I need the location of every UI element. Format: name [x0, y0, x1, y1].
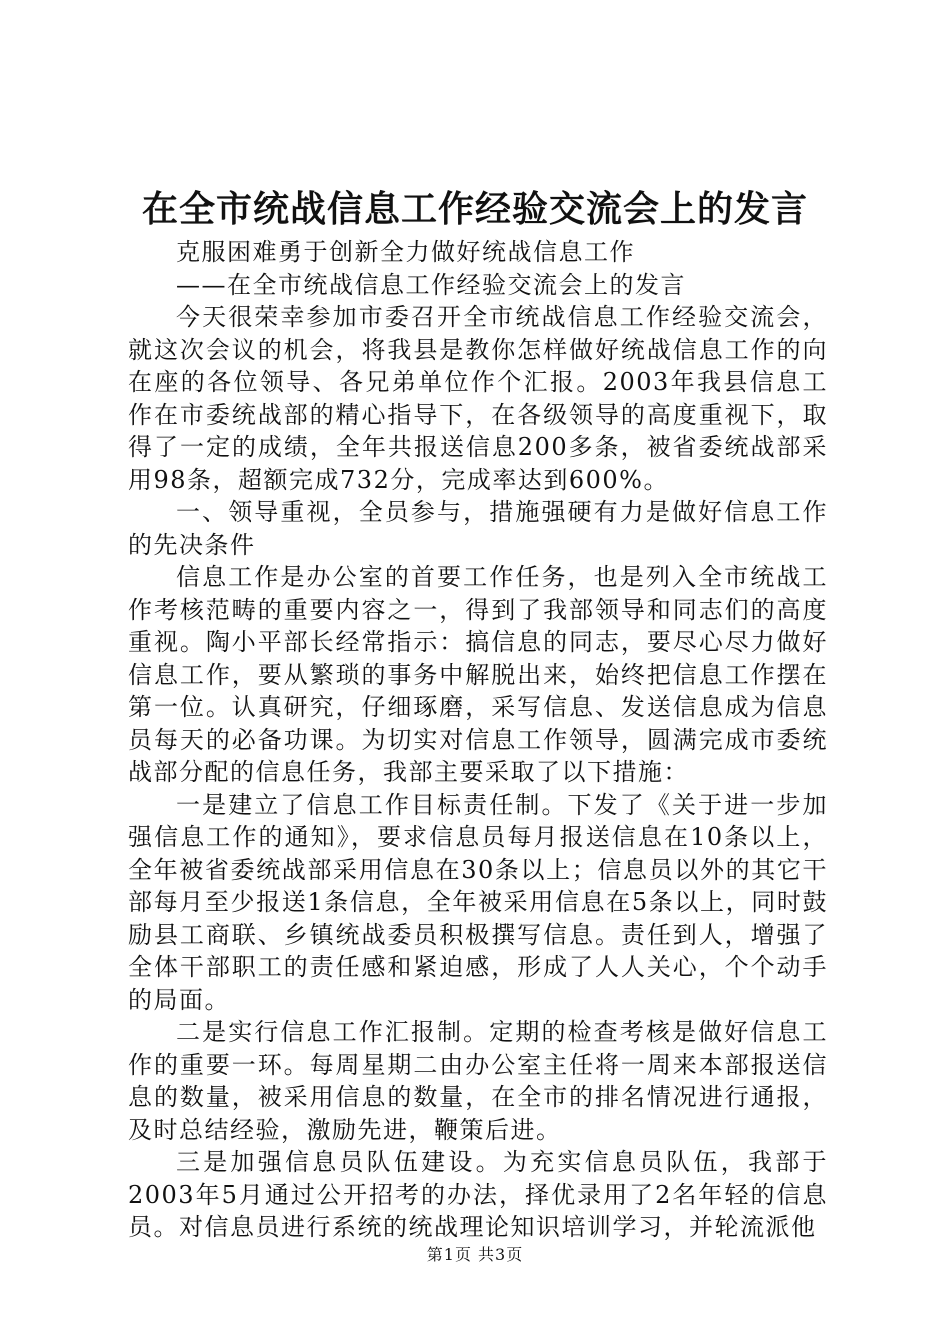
paragraph-measure-3: 三是加强信息员队伍建设。为充实信息员队伍，我部于2003年5月通过公开招考的办法，择优录用了2名年轻的信息员。对信息员进行系统的统战理论知识培训学习，并轮流派他: [128, 1148, 828, 1241]
paragraph-measure-1: 一是建立了信息工作目标责任制。下发了《关于进一步加强信息工作的通知》，要求信息员每月报送信息在10条以上，全年被省委统战部采用信息在30条以上；信息员以外的其它干部每月至少报送1条信息，全年被采用信息在5条以上，同时鼓励县工商联、乡镇统战委员积极撰写信息。责任到人，增强了全体干部职工的责任感和紧迫感，形成了人人关心，个个动手的局面。: [128, 790, 828, 1014]
section-heading-1: 一、领导重视，全员参与，措施强硬有力是做好信息工作的先决条件: [128, 498, 828, 559]
page-number-footer: 第1页 共3页: [426, 1245, 524, 1264]
paragraph-intro: 今天很荣幸参加市委召开全市统战信息工作经验交流会，就这次会议的机会，将我县是教你怎样做好统战信息工作的向在座的各位领导、各兄弟单位作个汇报。2003年我县信息工作在市委统战部的精心指导下，在各级领导的高度重视下，取得了一定的成绩，全年共报送信息200多条，被省委统战部采用98条，超额完成732分，完成率达到600%。: [128, 303, 828, 494]
document-subtitle-secondary: ——在全市统战信息工作经验交流会上的发言: [176, 270, 686, 299]
document-subtitle: 克服困难勇于创新全力做好统战信息工作: [176, 238, 635, 266]
paragraph-measure-2: 二是实行信息工作汇报制。定期的检查考核是做好信息工作的重要一环。每周星期二由办公室主任将一周来本部报送信息的数量，被采用信息的数量，在全市的排名情况进行通报，及时总结经验，激励先进，鞭策后进。: [128, 1018, 828, 1144]
document-title: 在全市统战信息工作经验交流会上的发言: [141, 188, 808, 230]
paragraph-leadership: 信息工作是办公室的首要工作任务，也是列入全市统战工作考核范畴的重要内容之一，得到了我部领导和同志们的高度重视。陶小平部长经常指示：搞信息的同志，要尽心尽力做好信息工作，要从繁琐的事务中解脱出来，始终把信息工作摆在第一位。认真研究，仔细琢磨，采写信息、发送信息成为信息员每天的必备功课。为切实对信息工作领导，圆满完成市委统战部分配的信息任务，我部主要采取了以下措施：: [128, 563, 828, 786]
document-body: [128, 236, 828, 1244]
